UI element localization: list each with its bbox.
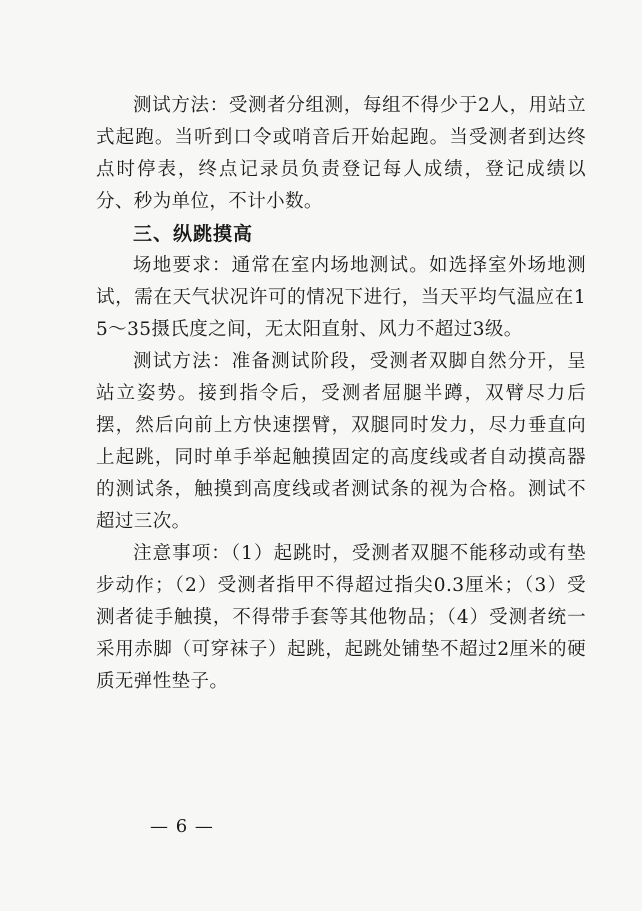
section-heading-vertical-jump: 三、纵跳摸高 — [133, 223, 254, 245]
paragraph-notes: 注意事项：（1）起跳时，受测者双腿不能移动或有垫步动作；（2）受测者指甲不得超过指尖0.3厘米；（3）受测者徒手触摸，不得带手套等其他物品；（4）受测者统一采用赤脚（可穿袜子）起跳，起跳处铺垫不超过2厘米的硬质无弹性垫子。 — [96, 543, 586, 692]
document-body — [96, 90, 586, 698]
paragraph-venue-requirements: 场地要求：通常在室内场地测试。如选择室外场地测试，需在天气状况许可的情况下进行，当天平均气温应在15～35摄氏度之间，无太阳直射、风力不超过3级。 — [96, 255, 586, 340]
paragraph-test-method-jump: 测试方法：准备测试阶段，受测者双脚自然分开，呈站立姿势。接到指令后，受测者屈腿半蹲，双臂尽力后摆，然后向前上方快速摆臂，双腿同时发力，尽力垂直向上起跳，同时单手举起触摸固定的高度线或者自动摸高器的测试条，触摸到高度线或者测试条的视为合格。测试不超过三次。 — [96, 351, 586, 532]
page-number: — 6 — — [150, 816, 214, 837]
paragraph-test-method-run: 测试方法：受测者分组测，每组不得少于2人，用站立式起跑。当听到口令或哨音后开始起跑。当受测者到达终点时停表，终点记录员负责登记每人成绩，登记成绩以分、秒为单位，不计小数。 — [96, 95, 586, 212]
